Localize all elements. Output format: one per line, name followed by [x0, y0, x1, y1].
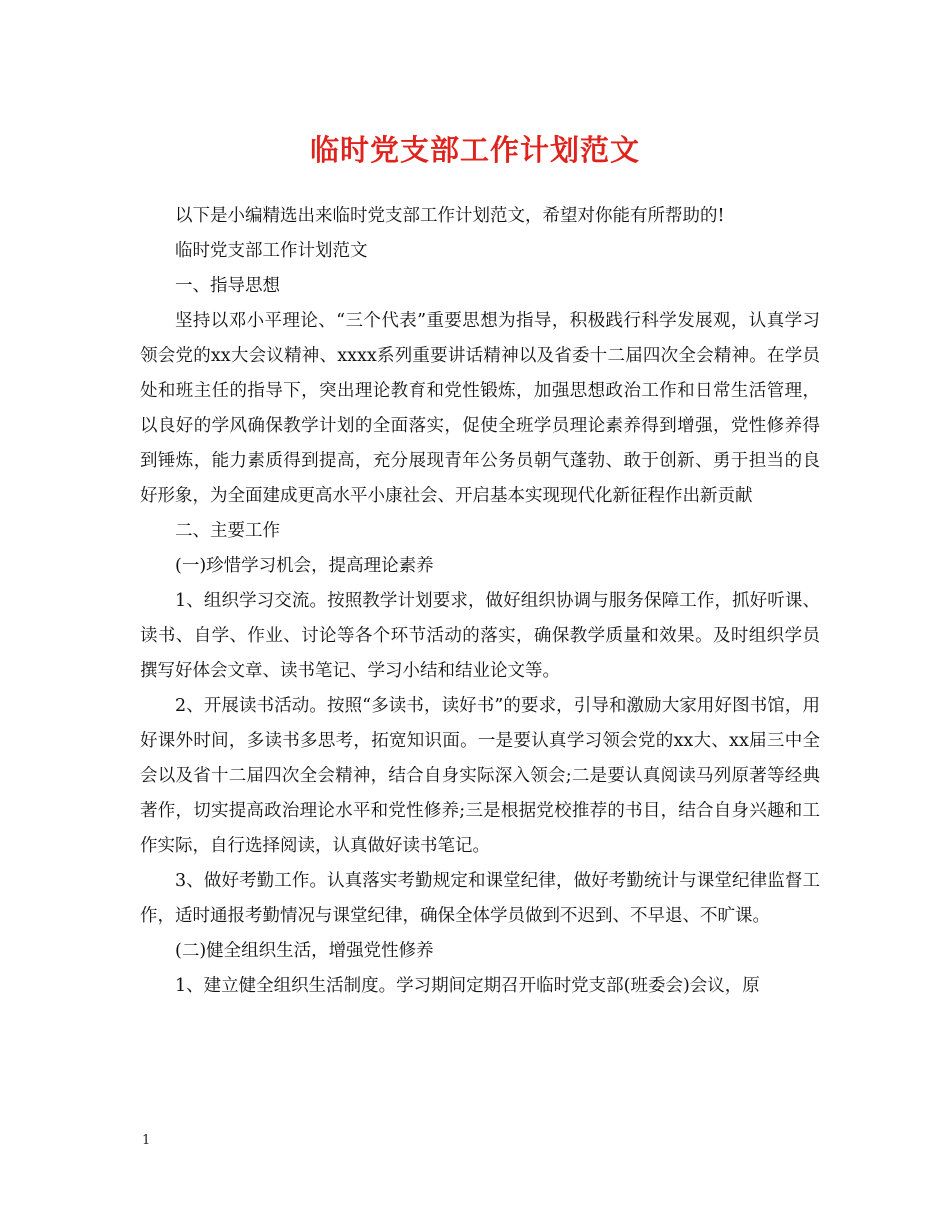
subheading-study: (一)珍惜学习机会，提高理论素养 — [175, 556, 434, 576]
paragraph-intro: 以下是小编精选出来临时党支部工作计划范文，希望对你能有所帮助的! — [175, 206, 725, 226]
paragraph-organization-system: 1、建立健全组织生活制度。学习期间定期召开临时党支部(班委会)会议，原 — [175, 976, 760, 996]
document-title: 临时党支部工作计划范文 — [309, 133, 640, 167]
paragraph-attendance: 3、做好考勤工作。认真落实考勤规定和课堂纪律，做好考勤统计与课堂纪律监督工作，适时通报考勤情况与课堂纪律，确保全体学员做到不迟到、不早退、不旷课。 — [140, 871, 820, 926]
paragraph-reading-activity: 2、开展读书活动。按照“多读书，读好书”的要求，引导和激励大家用好图书馆，用好课外时间，多读书多思考，拓宽知识面。一是要认真学习领会党的xx大、xx届三中全会以及省十二届四次全会精神，结合自身实际深入领会;二是要认真阅读马列原著等经典著作，切实提高政治理论水平和党性修养;三是根据党校推荐的书目，结合自身兴趣和工作实际，自行选择阅读，认真做好读书笔记。 — [140, 696, 820, 856]
page-number: 1 — [142, 1133, 151, 1148]
heading-guiding-ideology: 一、指导思想 — [175, 276, 280, 296]
paragraph-study-exchange: 1、组织学习交流。按照教学计划要求，做好组织协调与服务保障工作，抓好听课、读书、自学、作业、讨论等各个环节活动的落实，确保教学质量和效果。及时组织学员撰写好体会文章、读书笔记、学习小结和结业论文等。 — [140, 591, 820, 681]
paragraph-subtitle: 临时党支部工作计划范文 — [175, 241, 368, 261]
heading-main-work: 二、主要工作 — [175, 521, 280, 541]
subheading-organization: (二)健全组织生活，增强党性修养 — [175, 941, 434, 961]
document-body — [140, 199, 820, 1004]
paragraph-guiding-ideology: 坚持以邓小平理论、“三个代表”重要思想为指导，积极践行科学发展观，认真学习领会党的xx大会议精神、xxxx系列重要讲话精神以及省委十二届四次全会精神。在学员处和班主任的指导下，突出理论教育和党性锻炼，加强思想政治工作和日常生活管理，以良好的学风确保教学计划的全面落实，促使全班学员理论素养得到增强，党性修养得到锤炼，能力素质得到提高，充分展现青年公务员朝气蓬勃、敢于创新、勇于担当的良好形象，为全面建成更高水平小康社会、开启基本实现现代化新征程作出新贡献 — [140, 311, 820, 506]
